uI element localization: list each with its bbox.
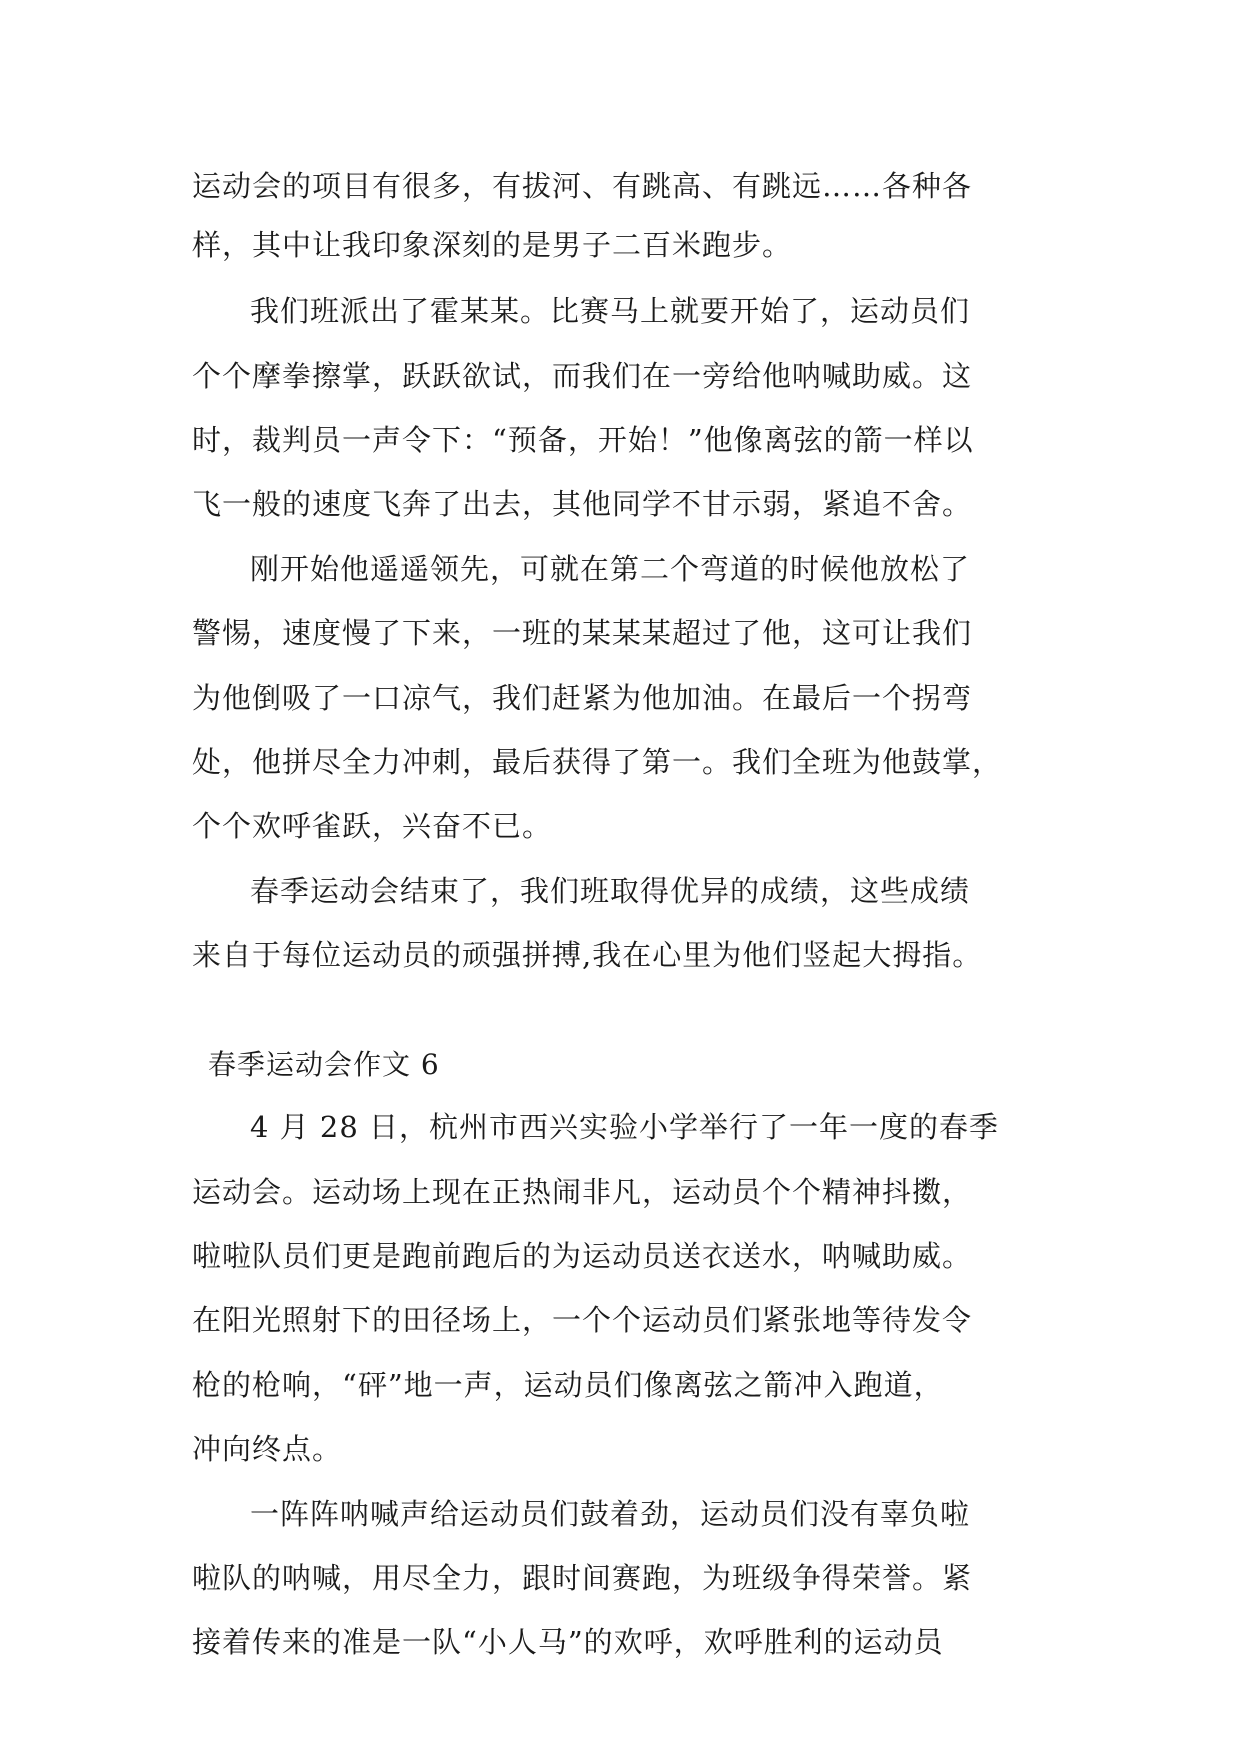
paragraph-line: 我们班派出了霍某某。比赛马上就要开始了，运动员们 bbox=[250, 294, 971, 328]
paragraph-line: 春季运动会结束了，我们班取得优异的成绩，这些成绩 bbox=[250, 874, 971, 908]
paragraph-line: 在阳光照射下的田径场上，一个个运动员们紧张地等待发令 bbox=[192, 1303, 973, 1337]
paragraph-line: 啦啦队员们更是跑前跑后的为运动员送衣送水，呐喊助威。 bbox=[192, 1239, 973, 1273]
paragraph-line: 啦队的呐喊，用尽全力，跟时间赛跑，为班级争得荣誉。紧 bbox=[192, 1561, 973, 1595]
section-heading: 春季运动会作文 6 bbox=[208, 1048, 440, 1081]
paragraph-line: 运动会。运动场上现在正热闹非凡，运动员个个精神抖擞， bbox=[192, 1175, 973, 1209]
paragraph-line: 一阵阵呐喊声给运动员们鼓着劲，运动员们没有辜负啦 bbox=[250, 1497, 971, 1531]
paragraph-line: 接着传来的准是一队“小人马”的欢呼，欢呼胜利的运动员 bbox=[192, 1625, 944, 1659]
paragraph-line: 时，裁判员一声令下：“预备，开始！”他像离弦的箭一样以 bbox=[192, 423, 974, 457]
paragraph-line: 处，他拼尽全力冲刺，最后获得了第一。我们全班为他鼓掌， bbox=[192, 745, 1003, 779]
paragraph-line: 个个摩拳擦掌，跃跃欲试，而我们在一旁给他呐喊助威。这 bbox=[192, 359, 973, 393]
paragraph-line: 飞一般的速度飞奔了出去，其他同学不甘示弱，紧追不舍。 bbox=[192, 487, 973, 521]
paragraph-line: 个个欢呼雀跃，兴奋不已。 bbox=[192, 809, 553, 843]
paragraph-line: 为他倒吸了一口凉气，我们赶紧为他加油。在最后一个拐弯 bbox=[192, 681, 973, 715]
paragraph-line: 样，其中让我印象深刻的是男子二百米跑步。 bbox=[192, 228, 793, 262]
paragraph-line: 冲向终点。 bbox=[192, 1432, 343, 1466]
paragraph-line: 刚开始他遥遥领先，可就在第二个弯道的时候他放松了 bbox=[250, 552, 971, 586]
paragraph-line: 4 月 28 日，杭州市西兴实验小学举行了一年一度的春季 bbox=[250, 1110, 1000, 1144]
paragraph-line: 运动会的项目有很多，有拔河、有跳高、有跳远……各种各 bbox=[192, 169, 973, 203]
paragraph-line: 枪的枪响，“砰”地一声，运动员们像离弦之箭冲入跑道， bbox=[192, 1368, 944, 1402]
paragraph-line: 来自于每位运动员的顽强拼搏,我在心里为他们竖起大拇指。 bbox=[192, 938, 983, 972]
paragraph-line: 警惕，速度慢了下来，一班的某某某超过了他，这可让我们 bbox=[192, 616, 973, 650]
